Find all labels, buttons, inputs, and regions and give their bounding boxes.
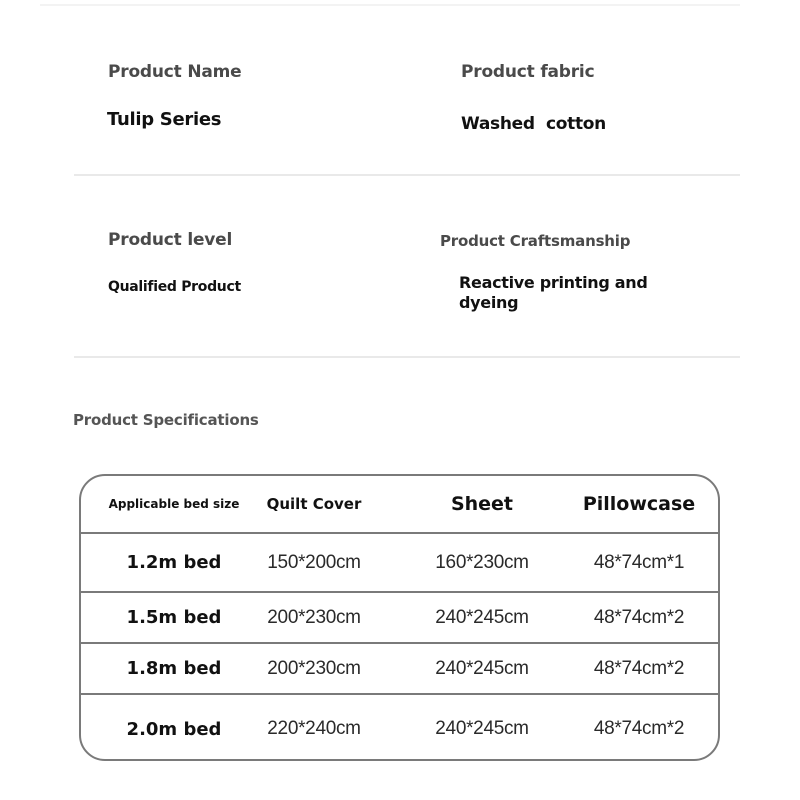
bed-size-cell: 1.2m bed [126,552,222,573]
table-row [81,593,718,644]
product-name-value: Tulip Series [107,109,222,130]
product-name-label: Product Name [108,62,242,82]
sheet-cell: 240*245cm [435,657,529,679]
sheet-cell: 240*245cm [435,718,529,739]
section-divider [74,174,740,176]
table-row [81,695,718,761]
section-divider [74,356,740,358]
product-level-label: Product level [108,230,233,250]
product-level-value: Qualified Product [108,279,241,295]
sheet-cell: 240*245cm [435,606,529,628]
specifications-title: Product Specifications [73,411,259,429]
specifications-table [79,474,720,761]
product-fabric-label: Product fabric [461,62,595,82]
quilt-cover-cell: 200*230cm [267,657,361,679]
bed-size-cell: 2.0m bed [126,718,222,740]
quilt-cover-cell: 200*230cm [267,606,361,628]
pillowcase-cell: 48*74cm*2 [593,718,685,739]
column-header-quilt-cover: Quilt Cover [266,495,362,513]
product-craftsmanship-label: Product Craftsmanship [440,232,631,250]
bed-size-cell: 1.8m bed [126,658,222,679]
product-craftsmanship-value: Reactive printing and dyeing [459,273,648,312]
bed-size-cell: 1.5m bed [126,607,222,628]
quilt-cover-cell: 220*240cm [267,718,361,739]
top-border-line [40,4,740,6]
quilt-cover-cell: 150*200cm [267,551,361,573]
column-header-sheet: Sheet [450,493,514,515]
column-header-bed-size: Applicable bed size [108,497,240,511]
table-row [81,534,718,593]
table-header-row [81,476,718,534]
product-fabric-value: Washed cotton [461,114,606,134]
pillowcase-cell: 48*74cm*2 [593,606,685,628]
table-row [81,644,718,695]
pillowcase-cell: 48*74cm*2 [593,657,685,679]
column-header-pillowcase: Pillowcase [582,493,696,515]
pillowcase-cell: 48*74cm*1 [593,551,685,573]
sheet-cell: 160*230cm [435,551,529,573]
